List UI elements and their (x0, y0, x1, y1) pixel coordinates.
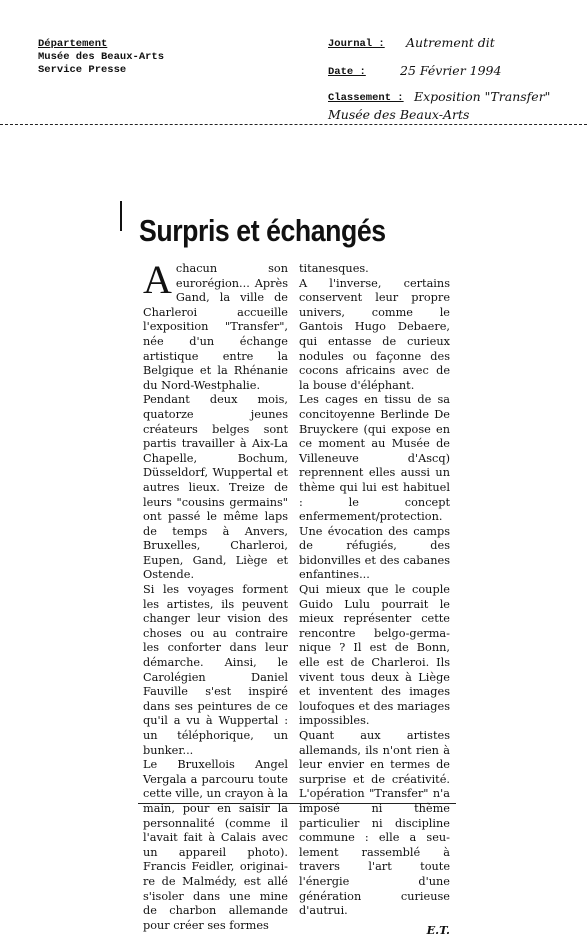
classement-value-2: Musée des Beaux-Arts (328, 107, 470, 122)
paragraph-text: chacun son eurorégion... Après Gand, la ville de Charleroi accueille l'exposition "Transfer", née d'un échange artistique entre la Belgique et la Rhénanie du Nord-Westphalie. (143, 262, 288, 392)
paragraph: Si les voyages forment les artistes, ils peuvent changer leur vision des choses ou au contraire les conforter dans leur démarche. Ainsi, le Carolégien Daniel Fauville s'est inspiré dans ses peintures de ce qu'il a vu à Wuppertal : un téléphorique, un bunker... (143, 583, 288, 757)
press-service-header (38, 38, 164, 77)
paragraph (143, 257, 288, 393)
department-line-2: Service Presse (38, 64, 127, 76)
paragraph: Les cages en tissu de sa concitoyenne Berlinde De Bruyckere (qui expose en ce moment au Musée de Villeneuve d'Ascq) reprennent elles aussi un thème qui lui est habituel : le concept enfermement/protection. Une évocation des camps de réfugiés, des bidonvilles et des cabanes enfantines... (299, 393, 450, 582)
author-signature: E.T. (426, 922, 450, 937)
date-value: 25 Février 1994 (400, 63, 502, 78)
date-label: Date : (328, 66, 366, 78)
department-label: Département (38, 38, 108, 50)
date-row (328, 63, 502, 79)
paragraph: titanesques. (299, 262, 369, 275)
paragraph: Le Bruxellois Angel Vergala a parcouru toute cette ville, un crayon à la main, pour en saisir la personnalité (comme il l'avait fait à Calais avec un appareil photo). Francis Feidler, originaire de Malmédy, est allé s'isoler dans une mine de charbon allemande pour créer ses formes (143, 758, 288, 932)
article-title: Surpris et échangés (139, 213, 386, 248)
header-divider (0, 124, 587, 125)
drop-cap: A (143, 257, 172, 302)
article-column-2 (299, 262, 450, 937)
journal-value: Autrement dit (406, 35, 495, 50)
paragraph: A l'inverse, certains conservent leur propre univers, comme le Gantois Hugo Debaere, qui entasse de curieux nodules ou façonne des cocons africains avec de la bouse d'éléphant. (299, 276, 450, 392)
paragraph: Pendant deux mois, quatorze jeunes créateurs belges sont partis travailler à Aix-La Chapelle, Bochum, Düsseldorf, Wuppertal et autres lieux. Treize de leurs "cousins germains" ont passé le même laps de temps à Anvers, Bruxelles, Charleroi, Eupen, Gand, Liège et Ostende. (143, 393, 288, 582)
journal-row (328, 35, 495, 51)
paragraph: Qui mieux que le couple Guido Lulu pourrait le mieux représenter cette rencontre belgo-germanique ? Il est de Bonn, elle est de Charleroi. Ils vivent tous deux à Liège et inventent des images loufoques et des mariages impossibles. (299, 583, 450, 728)
classement-row (328, 89, 551, 122)
classement-label: Classement : (328, 92, 404, 104)
classement-value-1: Exposition "Transfer" (414, 89, 551, 104)
journal-label: Journal : (328, 38, 385, 50)
title-margin-bar (120, 201, 122, 231)
article-end-rule (138, 803, 456, 804)
department-line-1: Musée des Beaux-Arts (38, 51, 165, 63)
paragraph: Quant aux artistes allemands, ils n'ont rien à leur envier en termes de surprise et de créativité. L'opération "Transfer" n'a imposé ni thème particulier ni discipline commune : elle a seulement rassemblé à travers l'art toute l'énergie d'une génération curieuse d'autrui. (299, 729, 450, 918)
